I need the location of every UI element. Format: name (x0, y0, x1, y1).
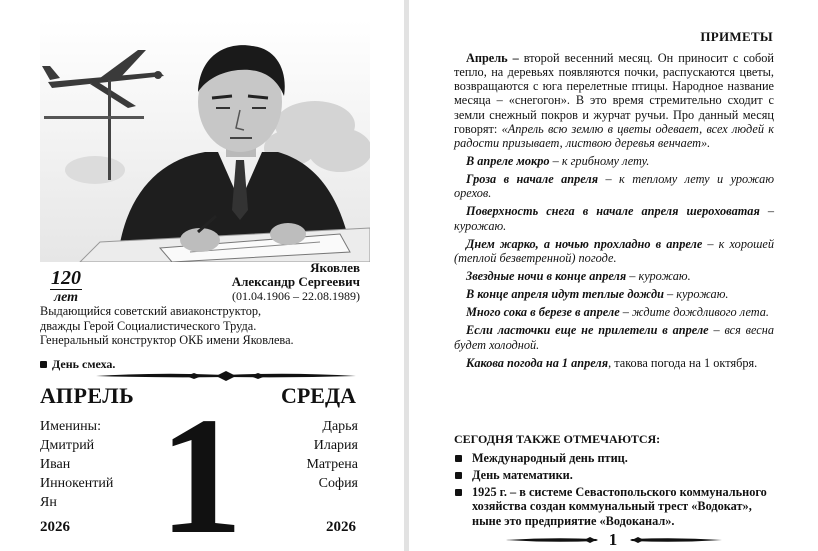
event-item (454, 451, 779, 465)
holiday-text: День смеха. (52, 357, 116, 371)
signs-intro (454, 51, 774, 150)
sign-rest: , такова погода на 1 октября. (608, 355, 758, 370)
month-name: АПРЕЛЬ (40, 383, 135, 408)
sign-item (454, 172, 774, 200)
anniversary-label: лет (53, 290, 79, 305)
sign-item (454, 154, 774, 168)
sign-bold: Поверхность снега в начале апреля шероховатая (466, 204, 760, 219)
sign-item (454, 305, 774, 319)
name-day-item: Матрена (306, 457, 358, 472)
anniversary-number: 120 (51, 267, 81, 289)
sign-bold: Звездные ночи в конце апреля (466, 268, 627, 283)
name-day-item: Дмитрий (40, 438, 95, 453)
weekday-name: СРЕДА (280, 383, 356, 408)
sign-item (454, 323, 774, 351)
event-text: 1925 г. – в системе Севастопольского коммунального хозяйства создан коммунальный трест «Водокат», ныне это предприятие «Водоканал». (472, 485, 767, 528)
bio-line: дважды Герой Социалистического Труда. (40, 318, 257, 333)
person-dates: (01.04.1906 – 22.08.1989) (232, 288, 360, 303)
day-number: 1 (159, 383, 243, 551)
bullet-icon (40, 361, 47, 368)
sign-bold: Гроза в начале апреля (466, 172, 599, 187)
sign-bold: Какова погода на 1 апреля (466, 355, 609, 370)
sign-rest: – к грибному лету. (549, 153, 650, 168)
signs-section (454, 51, 774, 370)
bullet-icon (455, 489, 462, 496)
sign-rest: – курожаю. (663, 287, 729, 302)
sign-rest: – к хорошей (теплой безветренной) погоде. (454, 236, 774, 265)
anniversary-badge (46, 268, 86, 305)
page-number: 1 (608, 530, 618, 549)
name-day-item: Дарья (322, 419, 358, 434)
bio-line: Выдающийся советский авиаконструктор, (40, 304, 262, 318)
event-item (454, 485, 779, 527)
sign-bold: Если ласточки еще не прилетели в апреле (466, 323, 709, 338)
intro-lead: Апрель – (466, 51, 519, 65)
name-day-item: Иван (40, 457, 71, 472)
sign-bold: В конце апреля идут теплые дожди (466, 287, 664, 302)
name-day-item: Илария (313, 438, 358, 453)
sign-rest: – вся весна будет холодной. (454, 323, 775, 352)
ornament-divider (96, 370, 356, 382)
bio-line: Генеральный конструктор ОКБ имени Яковлева. (40, 333, 294, 347)
sign-item (454, 237, 774, 265)
sign-bold: В апреле мокро (466, 153, 550, 168)
name-day-item: Иннокентий (40, 476, 114, 491)
name-day-item: Ян (40, 495, 57, 510)
event-text: День математики. (472, 468, 573, 483)
event-item (454, 468, 779, 482)
year-left: 2026 (40, 519, 70, 535)
name-days-right (306, 417, 358, 493)
sign-item (454, 287, 774, 301)
bullet-icon (455, 455, 462, 462)
sign-rest: – ждите дождливого лета. (619, 305, 769, 320)
sign-rest: – к теплому лету и урожаю орехов. (454, 172, 774, 201)
sign-rest: – курожаю. (454, 204, 774, 233)
events-list (454, 451, 779, 531)
intro-quote: «Апрель всю землю в цветы одевает, всех людей к радости призывает, листвою деревья венчает». (454, 121, 774, 150)
signs-title: ПРИМЕТЫ (700, 29, 773, 44)
sign-item (454, 269, 774, 283)
person-given-names: Александр Сергеевич (231, 274, 360, 290)
bullet-icon (455, 472, 462, 479)
intro-text: второй весенний месяц. Он приносит с собой тепло, на деревьях появляются почки, распускаются цветы, возвращаются с юга перелетные птицы. Народное название месяца – «снегогон». В это время стремительно сходит с земли снежный покров и журчат ручьи. Про данный месяц говорят: (454, 51, 774, 136)
sign-bold: Днем жарко, а ночью прохладно в апреле (466, 236, 703, 251)
also-celebrated-title: СЕГОДНЯ ТАКЖЕ ОТМЕЧАЮТСЯ: (454, 432, 661, 446)
year-right: 2026 (326, 519, 356, 535)
person-bio (40, 304, 366, 348)
name-days-label: Именины: (40, 419, 101, 434)
portrait-illustration (40, 20, 370, 262)
person-surname: Яковлев (310, 260, 360, 275)
name-day-item: София (318, 476, 358, 491)
name-days-left (40, 417, 113, 512)
event-text: Международный день птиц. (472, 451, 628, 465)
sign-item-last (454, 356, 774, 370)
sign-rest: – курожаю. (626, 268, 691, 283)
person-caption (232, 261, 360, 303)
sign-item (454, 204, 774, 232)
sign-bold: Много сока в березе в апреле (466, 305, 620, 320)
left-page (0, 0, 404, 551)
